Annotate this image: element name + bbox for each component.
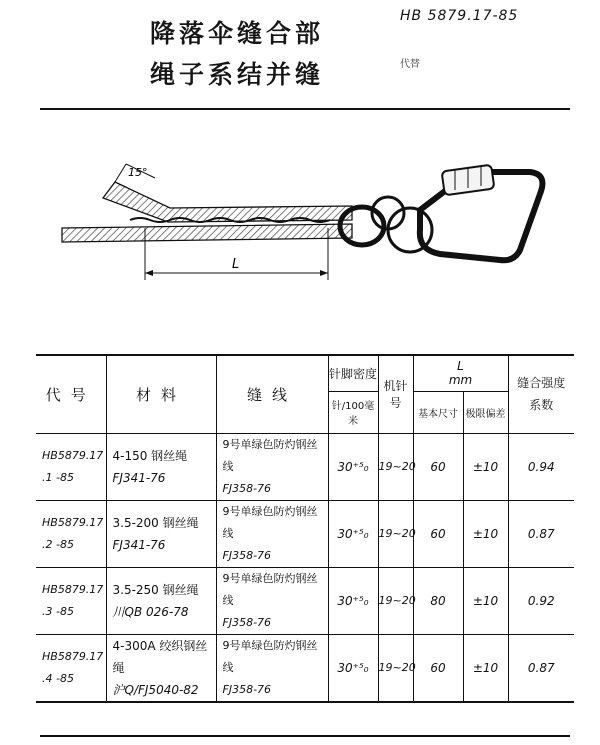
row-deviation: ±10 xyxy=(463,634,508,702)
row-code-line2: .2 -85 xyxy=(42,537,74,551)
row-deviation: ±10 xyxy=(463,567,508,634)
row-material-line2: FJ341-76 xyxy=(112,470,166,485)
row-thread-line2: FJ358-76 xyxy=(222,481,272,495)
spec-table xyxy=(36,354,574,703)
row-material-line1: 4-300A 绞织钢丝绳 xyxy=(112,638,208,675)
row-coef: 0.92 xyxy=(508,567,574,634)
col-header-material: 材料 xyxy=(106,355,216,433)
row-coef: 0.94 xyxy=(508,433,574,500)
row-needle: 19~20 xyxy=(378,433,413,500)
angle-label: 15° xyxy=(128,166,148,179)
row-material-line1: 3.5-200 钢丝绳 xyxy=(112,515,199,530)
row-thread-line1: 9号单绿色防灼钢丝线 xyxy=(222,638,318,674)
row-thread-line2: FJ358-76 xyxy=(222,615,272,629)
row-material-line2: 沪Q/FJ5040-82 xyxy=(112,682,199,697)
col-header-stitch-unit: 针/100毫米 xyxy=(328,391,378,433)
L-label: L xyxy=(457,359,464,374)
row-basic: 60 xyxy=(413,433,463,500)
row-needle: 19~20 xyxy=(378,500,413,567)
col-header-thread: 缝线 xyxy=(216,355,328,433)
row-material-line2: 川QB 026-78 xyxy=(112,604,189,619)
row-material-line1: 4-150 钢丝绳 xyxy=(112,448,188,463)
table-row xyxy=(36,433,574,500)
length-label: L xyxy=(232,257,240,272)
title-line-2: 绳子系结并缝 xyxy=(150,60,325,89)
col-header-needle: 机针号 xyxy=(378,355,413,433)
col-header-basic-size: 基本尺寸 xyxy=(413,391,463,433)
row-basic: 60 xyxy=(413,634,463,702)
row-code-line2: .1 -85 xyxy=(42,470,74,484)
col-header-L xyxy=(413,355,508,391)
standard-number: HB 5879.17-85 xyxy=(400,8,519,24)
header-rule xyxy=(40,108,570,110)
rope-lower xyxy=(62,224,352,242)
row-code-line1: HB5879.17 xyxy=(42,448,104,462)
row-thread-line2: FJ358-76 xyxy=(222,682,272,696)
row-thread-line2: FJ358-76 xyxy=(222,548,272,562)
row-density: 30⁺⁵₀ xyxy=(328,433,378,500)
row-deviation: ±10 xyxy=(463,433,508,500)
row-code-line2: .3 -85 xyxy=(42,604,74,618)
row-coef: 0.87 xyxy=(508,634,574,702)
row-density: 30⁺⁵₀ xyxy=(328,634,378,702)
title-line-1: 降落伞缝合部 xyxy=(150,19,325,48)
footer-rule xyxy=(40,735,570,737)
row-code-line1: HB5879.17 xyxy=(42,582,104,596)
rope-upper xyxy=(103,182,352,222)
row-coef: 0.87 xyxy=(508,500,574,567)
col-header-stitch-density: 针脚密度 xyxy=(328,355,378,391)
row-density: 30⁺⁵₀ xyxy=(328,500,378,567)
row-needle: 19~20 xyxy=(378,567,413,634)
table-row xyxy=(36,567,574,634)
row-basic: 60 xyxy=(413,500,463,567)
table-row xyxy=(36,500,574,567)
row-thread-line1: 9号单绿色防灼钢丝线 xyxy=(222,504,318,540)
mm-label: mm xyxy=(448,373,473,388)
row-material-line1: 3.5-250 钢丝绳 xyxy=(112,582,199,597)
col-header-deviation: 极限偏差 xyxy=(463,391,508,433)
row-deviation: ±10 xyxy=(463,500,508,567)
row-code-line1: HB5879.17 xyxy=(42,515,104,529)
row-thread-line1: 9号单绿色防灼钢丝线 xyxy=(222,571,318,607)
table-row xyxy=(36,634,574,702)
row-code-line2: .4 -85 xyxy=(42,671,74,685)
row-basic: 80 xyxy=(413,567,463,634)
row-thread-line1: 9号单绿色防灼钢丝线 xyxy=(222,437,318,473)
row-material-line2: FJ341-76 xyxy=(112,537,166,552)
col-header-code: 代号 xyxy=(36,355,106,433)
row-needle: 19~20 xyxy=(378,634,413,702)
row-density: 30⁺⁵₀ xyxy=(328,567,378,634)
row-code-line1: HB5879.17 xyxy=(42,649,104,663)
assembly-drawing xyxy=(0,120,600,305)
replaces-note: 代替 xyxy=(400,59,420,70)
col-header-strength-coef: 缝合强度系数 xyxy=(508,355,574,433)
